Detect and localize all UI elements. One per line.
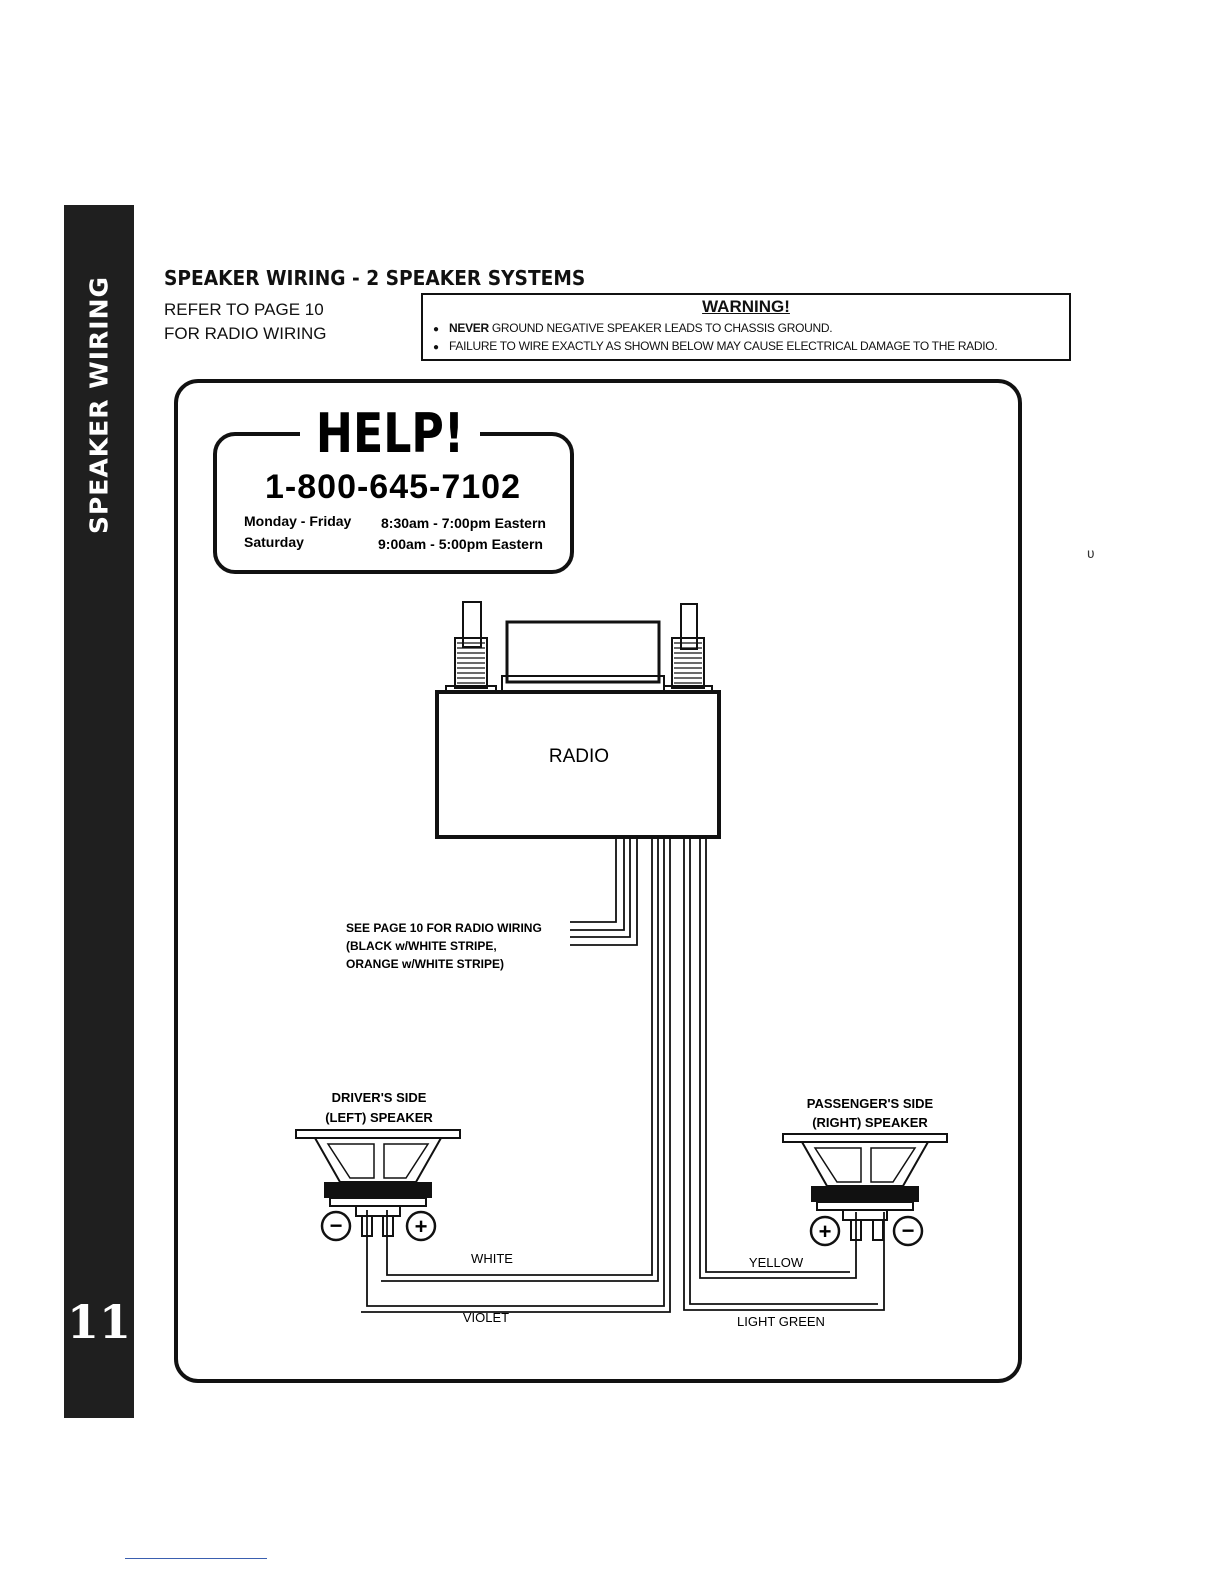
help-time-1: 8:30am - 7:00pm Eastern: [381, 515, 546, 531]
page-title: SPEAKER WIRING - 2 SPEAKER SYSTEMS: [164, 266, 586, 290]
wire-label-light-green: LIGHT GREEN: [737, 1314, 825, 1329]
minus-symbol: −: [901, 1218, 915, 1243]
warning-text: GROUND NEGATIVE SPEAKER LEADS TO CHASSIS GROUND.: [488, 321, 833, 335]
help-time-2: 9:00am - 5:00pm Eastern: [378, 536, 543, 552]
warning-emphasis: NEVER: [449, 321, 489, 335]
left-mount-post: [446, 602, 496, 694]
page-number: 11: [66, 1295, 131, 1349]
right-speaker-label-1: PASSENGER'S SIDE: [806, 1096, 934, 1111]
radio-wiring-note-3: ORANGE w/WHITE STRIPE): [346, 957, 505, 971]
left-speaker: [296, 1090, 460, 1240]
warning-title: WARNING!: [702, 297, 790, 316]
right-mount-post: [664, 604, 712, 694]
help-box: [215, 402, 572, 572]
sidebar-title: SPEAKER WIRING: [84, 275, 114, 535]
refer-line-2: FOR RADIO WIRING: [164, 324, 327, 343]
footnote-rule: [125, 1558, 267, 1559]
warning-text: FAILURE TO WIRE EXACTLY AS SHOWN BELOW MAY CAUSE ELECTRICAL DAMAGE TO THE RADIO.: [449, 339, 998, 353]
help-title: HELP!: [315, 401, 465, 466]
wire-label-violet: VIOLET: [462, 1310, 510, 1325]
radio-wiring-note-1: SEE PAGE 10 FOR RADIO WIRING: [346, 921, 542, 935]
plus-symbol: +: [818, 1219, 832, 1244]
minus-symbol: −: [329, 1213, 343, 1238]
help-day-1: Monday - Friday: [244, 513, 352, 529]
wire-label-yellow: YELLOW: [748, 1255, 804, 1270]
wire-label-white: WHITE: [471, 1251, 513, 1266]
wire-harness: [361, 837, 884, 1312]
bullet-icon: ●: [433, 342, 439, 353]
bullet-icon: ●: [433, 324, 439, 335]
radio-wiring-note-2: (BLACK w/WHITE STRIPE,: [346, 939, 497, 953]
help-phone: 1-800-645-7102: [265, 468, 521, 506]
radio-label: RADIO: [548, 746, 610, 767]
left-speaker-label-1: DRIVER'S SIDE: [331, 1090, 427, 1105]
right-speaker: [783, 1096, 947, 1245]
radio-unit: [437, 602, 719, 837]
right-speaker-label-2: (RIGHT) SPEAKER: [812, 1115, 928, 1130]
plus-symbol: +: [414, 1214, 428, 1239]
refer-line-1: REFER TO PAGE 10: [164, 300, 324, 319]
help-day-2: Saturday: [244, 534, 304, 550]
left-speaker-label-2: (LEFT) SPEAKER: [325, 1110, 433, 1125]
stray-mark: ʋ: [1087, 545, 1095, 561]
